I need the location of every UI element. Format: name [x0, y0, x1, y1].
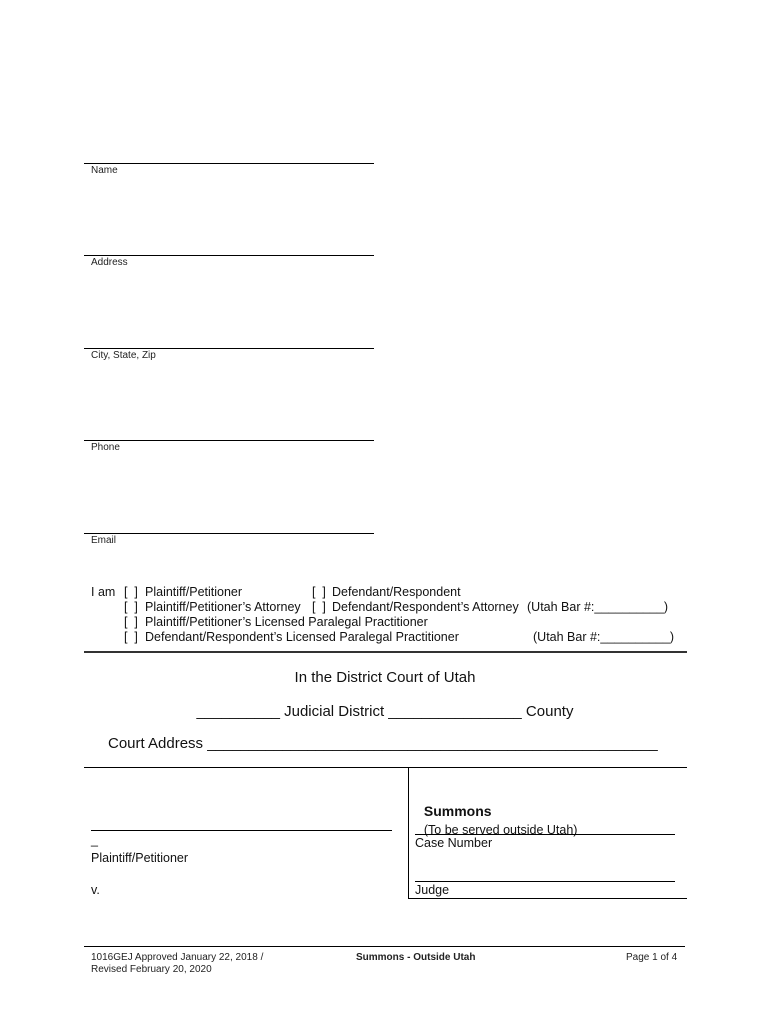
plaintiff-attorney-checkbox[interactable]: [ ] — [124, 600, 138, 614]
plaintiff-name-line[interactable] — [91, 830, 392, 831]
name-label: Name — [91, 165, 118, 176]
email-line[interactable] — [84, 533, 374, 534]
section-divider — [84, 651, 687, 653]
judge-line[interactable] — [415, 881, 675, 882]
city-state-zip-line[interactable] — [84, 348, 374, 349]
utah-bar-number-1[interactable]: (Utah Bar #:__________) — [527, 600, 669, 614]
name-line[interactable] — [84, 163, 374, 164]
city-state-zip-label: City, State, Zip — [91, 350, 156, 361]
footer-rule — [84, 946, 685, 947]
versus-label: v. — [91, 883, 100, 897]
plaintiff-petitioner-label: Plaintiff/Petitioner — [91, 851, 189, 865]
i-am-label: I am — [91, 585, 116, 599]
address-line[interactable] — [84, 255, 374, 256]
address-label: Address — [91, 257, 128, 268]
defendant-label: Defendant/Respondent — [332, 585, 461, 599]
utah-bar-number-2[interactable]: (Utah Bar #:__________) — [533, 630, 675, 644]
footer-revised: Revised February 20, 2020 — [91, 964, 212, 975]
footer-page-number: Page 1 of 4 — [626, 952, 678, 963]
caption-divider — [408, 767, 409, 899]
plaintiff-label: Plaintiff/Petitioner — [145, 585, 243, 599]
plaintiff-checkbox[interactable]: [ ] — [124, 585, 138, 599]
plaintiff-lpp-checkbox[interactable]: [ ] — [124, 615, 138, 629]
defendant-checkbox[interactable]: [ ] — [312, 585, 326, 599]
plaintiff-lpp-label: Plaintiff/Petitioner’s Licensed Paralegal Practitioner — [145, 615, 428, 629]
plaintiff-underscore: _ — [91, 833, 98, 847]
caption-top-border — [84, 767, 687, 768]
court-title: In the District Court of Utah — [294, 669, 476, 686]
defendant-attorney-checkbox[interactable]: [ ] — [312, 600, 326, 614]
caption-bottom-border — [408, 898, 687, 899]
footer-title: Summons - Outside Utah — [356, 952, 476, 963]
phone-label: Phone — [91, 442, 120, 453]
district-county-line[interactable]: __________ Judicial District ________________ County — [196, 703, 574, 720]
defendant-attorney-label: Defendant/Respondent’s Attorney — [332, 600, 519, 614]
case-number-label: Case Number — [415, 836, 493, 850]
phone-line[interactable] — [84, 440, 374, 441]
email-label: Email — [91, 535, 117, 546]
document-title — [415, 785, 577, 839]
footer-form-id: 1016GEJ Approved January 22, 2018 / — [91, 952, 264, 963]
court-address-line[interactable]: Court Address ______________________________________________________ — [108, 735, 658, 752]
plaintiff-attorney-label: Plaintiff/Petitioner’s Attorney — [145, 600, 301, 614]
defendant-lpp-checkbox[interactable]: [ ] — [124, 630, 138, 644]
summons-title: Summons — [423, 803, 492, 819]
summons-subtitle: (To be served outside Utah) — [423, 823, 578, 837]
defendant-lpp-label: Defendant/Respondent’s Licensed Paralegal Practitioner — [145, 630, 459, 644]
case-number-line[interactable] — [415, 834, 675, 835]
judge-label: Judge — [415, 883, 450, 897]
